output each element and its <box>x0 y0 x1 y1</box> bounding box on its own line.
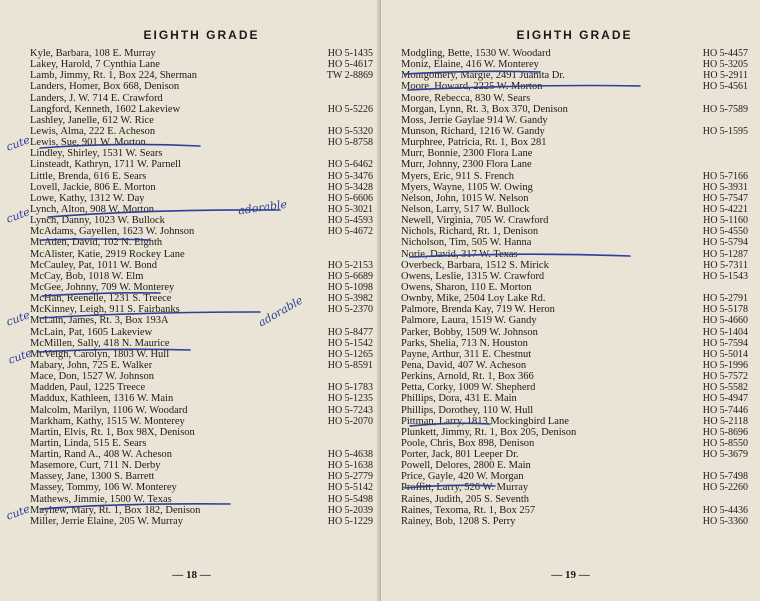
entry-name-address: Lamb, Jimmy, Rt. 1, Box 224, Sherman <box>30 70 198 82</box>
entry-phone: HO 5-5794 <box>702 237 748 249</box>
entry-phone: HO 5-7498 <box>702 471 748 483</box>
entry-name-address: Mathews, Jimmie, 1500 W. Texas <box>30 493 172 505</box>
entry-phone: HO 5-1265 <box>327 348 373 360</box>
entry-name-address: McAlister, Katie, 2919 Rockey Lane <box>30 248 185 260</box>
handwritten-note: cute <box>4 205 32 226</box>
entry-name-address: McCauley, Pat, 1011 W. Bond <box>30 259 157 271</box>
entry-name-address: Pittman, Larry, 1813 Mockingbird Lane <box>401 415 569 427</box>
entry-phone: HO 5-4660 <box>702 315 748 327</box>
entry-name-address: Raines, Judith, 205 S. Seventh <box>401 493 530 505</box>
entry-phone: HO 5-1098 <box>327 281 373 293</box>
entry-phone: HO 5-6606 <box>327 192 373 204</box>
entry-phone: HO 5-1638 <box>327 460 373 472</box>
entry-phone: HO 5-1783 <box>327 382 373 394</box>
entry-phone: HO 5-1235 <box>327 393 373 405</box>
entry-phone: HO 5-7446 <box>702 404 748 416</box>
entry-name-address: McAdams, Gayellen, 1623 W. Johnson <box>30 226 195 238</box>
entry-phone: HO 5-7594 <box>702 337 748 349</box>
entry-name-address: McMillen, Sally, 418 N. Maurice <box>30 337 170 349</box>
entry-phone: HO 5-3428 <box>327 181 373 193</box>
entry-name-address: Parks, Shelia, 713 N. Houston <box>401 337 528 349</box>
entry-name-address: Malcolm, Marilyn, 1106 W. Woodard <box>30 404 188 416</box>
entry-phone: HO 5-1996 <box>702 359 748 371</box>
entry-name-address: Lashley, Janelle, 612 W. Rice <box>30 114 154 126</box>
entry-name-address: Langford, Kenneth, 1602 Lakeview <box>30 103 181 115</box>
entry-name-address: Lindley, Shirley, 1531 W. Sears <box>30 148 163 160</box>
entry-name-address: Newell, Virginia, 705 W. Crawford <box>401 215 549 227</box>
entry-name-address: Myers, Eric, 911 S. French <box>401 170 515 182</box>
entry-phone: HO 5-4593 <box>327 215 373 227</box>
entry-name-address: Moore, Howard, 2225 W. Morton <box>401 81 543 93</box>
entry-phone: HO 5-2153 <box>327 259 373 271</box>
entry-name-address: Nicholson, Tim, 505 W. Hanna <box>401 237 532 249</box>
handwritten-note: cute <box>6 346 34 367</box>
entry-name-address: Montgomery, Margie, 2491 Juanita Dr. <box>401 70 565 82</box>
entry-phone: HO 5-4617 <box>327 59 373 71</box>
entry-phone: HO 5-5498 <box>327 493 373 505</box>
entry-name-address: Mace, Don, 1527 W. Johnson <box>30 371 154 383</box>
entry-name-address: Nelson, Larry, 517 W. Bullock <box>401 203 530 215</box>
entry-phone: HO 5-4457 <box>702 48 748 59</box>
entry-name-address: Mayhew, Mary, Rt. 1, Box 182, Denison <box>30 504 201 516</box>
entry-phone: HO 5-5014 <box>702 348 748 360</box>
entry-name-address: Murr, Johnny, 2300 Flora Lane <box>401 159 532 171</box>
entry-phone: HO 5-3205 <box>702 59 748 71</box>
entry-phone: HO 5-5320 <box>327 125 373 137</box>
entry-name-address: Overbeck, Barbara, 1512 S. Mirick <box>401 259 549 271</box>
entry-phone: HO 5-7547 <box>702 192 748 204</box>
entry-name-address: Lewis, Alma, 222 E. Acheson <box>30 125 156 137</box>
entry-phone: HO 5-4947 <box>702 393 748 405</box>
entry-name-address: Massey, Jane, 1300 S. Barrett <box>30 471 155 483</box>
entry-phone: HO 5-2779 <box>327 471 373 483</box>
entry-name-address: Murr, Bonnie, 2300 Flora Lane <box>401 148 533 160</box>
entry-name-address: McCay, Bob, 1018 W. Elm <box>30 270 144 282</box>
entry-name-address: Plunkett, Jimmy, Rt. 1, Box 205, Denison <box>401 426 577 438</box>
entry-phone: HO 5-2791 <box>702 293 748 305</box>
entry-name-address: Poole, Chris, Box 898, Denison <box>401 437 535 449</box>
entry-phone: HO 5-2260 <box>702 482 748 494</box>
entry-phone: HO 5-1160 <box>703 215 748 227</box>
entry-name-address: Petta, Corky, 1009 W. Shepherd <box>401 382 536 394</box>
entry-phone: HO 5-7311 <box>703 259 748 271</box>
entry-name-address: Morgan, Lynn, Rt. 3, Box 370, Denison <box>401 103 568 115</box>
entry-phone: HO 5-4561 <box>702 81 748 93</box>
entry-name-address: Palmore, Laura, 1519 W. Gandy <box>401 315 537 327</box>
entry-phone: HO 5-1543 <box>702 270 748 282</box>
entry-name-address: Lynch, Danny, 1023 W. Bullock <box>30 215 165 227</box>
handwritten-note: adorable <box>256 293 306 330</box>
entry-name-address: Norie, David, 317 W. Texas <box>401 248 518 260</box>
entry-phone: HO 5-7166 <box>702 170 748 182</box>
entry-name-address: Madden, Paul, 1225 Treece <box>30 382 146 394</box>
entry-name-address: Little, Brenda, 616 E. Sears <box>30 170 147 182</box>
entry-phone: HO 5-7589 <box>702 103 748 115</box>
entry-name-address: Lowe, Kathy, 1312 W. Day <box>30 192 145 204</box>
entry-phone: HO 5-7572 <box>702 371 748 383</box>
entry-phone: HO 5-3982 <box>327 293 373 305</box>
entry-name-address: Nichols, Richard, Rt. 1, Denison <box>401 226 539 238</box>
entry-name-address: Myers, Wayne, 1105 W. Owing <box>401 181 533 193</box>
entry-name-address: Rainey, Bob, 1208 S. Perry <box>401 515 516 527</box>
entry-name-address: McKinney, Leigh, 911 S. Fairbanks <box>30 304 180 316</box>
entry-phone: HO 5-3679 <box>702 449 748 461</box>
entry-name-address: Perkins, Arnold, Rt. 1, Box 366 <box>401 371 534 383</box>
entry-phone: HO 5-8550 <box>702 437 748 449</box>
entry-name-address: McGee, Johnny, 709 W. Monterey <box>30 281 175 293</box>
entry-phone: HO 5-8758 <box>327 137 373 149</box>
entry-name-address: Maddux, Kathleen, 1316 W. Main <box>30 393 174 405</box>
entry-name-address: Phillips, Dora, 431 E. Main <box>401 393 517 405</box>
entry-phone: HO 5-5582 <box>702 382 748 394</box>
entry-name-address: Landers, J. W. 714 E. Crawford <box>30 92 163 104</box>
entry-name-address: Munson, Richard, 1216 W. Gandy <box>401 125 545 137</box>
entry-phone: HO 5-4221 <box>702 203 748 215</box>
entry-phone: HO 5-4672 <box>327 226 373 238</box>
handwritten-note: cute <box>4 133 32 154</box>
entry-name-address: Lewis, Sue, 901 W. Morton <box>30 137 146 149</box>
entry-name-address: Murphree, Patricia, Rt. 1, Box 281 <box>401 137 547 149</box>
entry-name-address: Martin, Elvis, Rt. 1, Box 98X, Denison <box>30 426 195 438</box>
entry-phone: HO 5-3931 <box>702 181 748 193</box>
entry-name-address: Markham, Kathy, 1515 W. Monterey <box>30 415 185 427</box>
entry-name-address: Masemore, Curt, 711 N. Derby <box>30 460 161 472</box>
entry-phone: HO 5-1287 <box>702 248 748 260</box>
entry-phone: HO 5-7243 <box>327 404 373 416</box>
entry-name-address: Owens, Leslie, 1315 W. Crawford <box>401 270 545 282</box>
entry-phone: HO 5-1404 <box>702 326 748 338</box>
entry-name-address: Lakey, Harold, 7 Cynthia Lane <box>30 59 160 71</box>
entry-phone: HO 5-1595 <box>702 125 748 137</box>
entry-name-address: Martin, Linda, 515 E. Sears <box>30 437 147 449</box>
entry-name-address: Powell, Delores, 2800 E. Main <box>401 460 531 472</box>
entry-phone: HO 5-2118 <box>703 415 748 427</box>
entry-name-address: Owens, Sharon, 110 E. Morton <box>401 281 532 293</box>
entry-phone: TW 2-8869 <box>326 70 373 82</box>
entry-phone: HO 5-8591 <box>327 359 373 371</box>
entry-name-address: Kyle, Barbara, 108 E. Murray <box>30 48 156 59</box>
entry-name-address: Mabary, John, 725 E. Walker <box>30 359 153 371</box>
entry-phone: HO 5-4550 <box>702 226 748 238</box>
entry-name-address: Moss, Jerrie Gaylae 914 W. Gandy <box>401 114 548 126</box>
entry-phone: HO 5-1229 <box>327 515 373 527</box>
entry-phone: HO 5-5142 <box>327 482 373 494</box>
entry-phone: HO 5-8477 <box>327 326 373 338</box>
page-heading: EIGHTH GRADE <box>143 28 260 42</box>
handwritten-note: cute <box>4 502 32 523</box>
entry-name-address: Moniz, Elaine, 416 W. Monterey <box>401 59 539 71</box>
entry-phone: HO 5-8696 <box>702 426 748 438</box>
entry-name-address: Linsteadt, Kathryn, 1711 W. Parnell <box>30 159 181 171</box>
entry-phone: HO 5-2039 <box>327 504 373 516</box>
page-number: — 18 — <box>172 569 211 581</box>
entry-name-address: Nelson, John, 1015 W. Nelson <box>401 192 529 204</box>
handwritten-note: cute <box>4 308 32 329</box>
entry-phone: HO 5-5226 <box>327 103 373 115</box>
entry-name-address: Price, Gayle, 420 W. Morgan <box>401 471 524 483</box>
entry-phone: HO 5-4436 <box>702 504 748 516</box>
entry-name-address: McVeigh, Carolyn, 1803 W. Hull <box>30 348 170 360</box>
page-number: — 19 — <box>551 569 590 581</box>
entry-phone: HO 5-2370 <box>327 304 373 316</box>
page-heading: EIGHTH GRADE <box>516 28 633 42</box>
entry-name-address: Phillips, Dorothey, 110 W. Hull <box>401 404 534 416</box>
entry-name-address: Moore, Rebecca, 830 W. Sears <box>401 92 531 104</box>
entry-name-address: Proffitt, Larry, 526 W. Murray <box>401 482 529 494</box>
entry-name-address: Payne, Arthur, 311 E. Chestnut <box>401 348 532 360</box>
handwritten-note: adorable <box>237 197 288 218</box>
entry-phone: HO 5-6462 <box>327 159 373 171</box>
entry-name-address: McAden, David, 102 N. Eighth <box>30 237 163 249</box>
entry-name-address: Miller, Jerrie Elaine, 205 W. Murray <box>30 515 183 527</box>
entry-name-address: McLain, James, Rt. 3, Box 193A <box>30 315 169 327</box>
entry-phone: HO 5-3021 <box>327 203 373 215</box>
entry-name-address: Palmore, Brenda Kay, 719 W. Heron <box>401 304 555 316</box>
entry-name-address: Parker, Bobby, 1509 W. Johnson <box>401 326 538 338</box>
entry-name-address: Porter, Jack, 801 Leeper Dr. <box>401 449 519 461</box>
entry-name-address: McHan, Reenelle, 1231 S. Treece <box>30 293 172 305</box>
entry-name-address: Lynch, Alton, 908 W. Morton <box>30 203 154 215</box>
entry-phone: HO 5-2911 <box>703 70 748 82</box>
entry-phone: HO 5-2070 <box>327 415 373 427</box>
entry-name-address: Pena, David, 407 W. Acheson <box>401 359 527 371</box>
entry-phone: HO 5-5178 <box>702 304 748 316</box>
entry-name-address: McLain, Pat, 1605 Lakeview <box>30 326 153 338</box>
entry-name-address: Modgling, Bette, 1530 W. Woodard <box>401 48 551 59</box>
entry-name-address: Lovell, Jackie, 806 E. Morton <box>30 181 156 193</box>
entry-name-address: Massey, Tommy, 106 W. Monterey <box>30 482 177 494</box>
entry-name-address: Martin, Rand A., 408 W. Acheson <box>30 449 173 461</box>
entry-phone: HO 5-6689 <box>327 270 373 282</box>
entry-name-address: Raines, Texoma, Rt. 1, Box 257 <box>401 504 536 516</box>
entry-phone: HO 5-1542 <box>327 337 373 349</box>
entry-name-address: Ownby, Mike, 2504 Loy Lake Rd. <box>401 293 546 305</box>
entry-phone: HO 5-3360 <box>702 515 748 527</box>
entry-phone: HO 5-1435 <box>327 48 373 59</box>
entry-phone: HO 5-3476 <box>327 170 373 182</box>
entry-phone: HO 5-4638 <box>327 449 373 461</box>
entry-name-address: Landers, Homer, Box 668, Denison <box>30 81 180 93</box>
